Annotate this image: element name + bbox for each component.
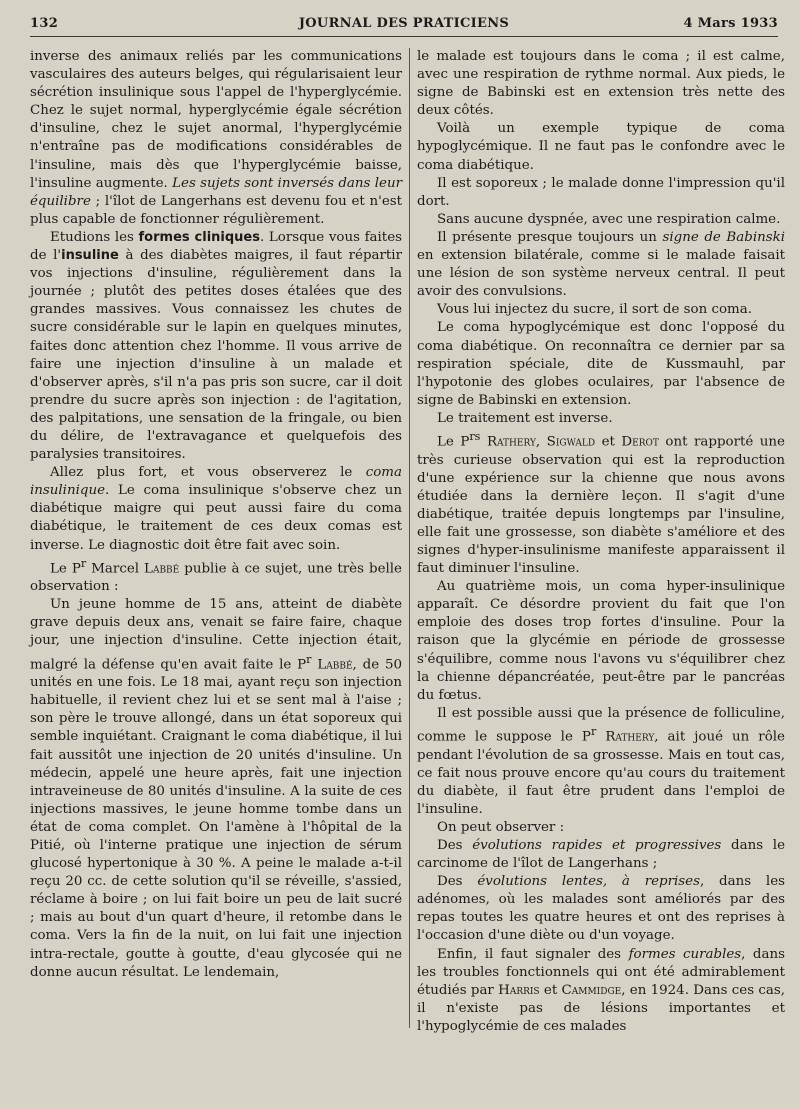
paragraph: Il est possible aussi que la présence de folliculine, comme le suppose le $P^r$ Rathery, ait joué un rôle pendant l'évolution de sa grossesse. Mais en tout cas, ce fait nous prouve encore qu'au cours du traitement du diabète, il faut être prudent dans l'emploi de l'insuline. — [417, 705, 785, 817]
paragraph: Allez plus fort, et vous observerez le coma insulinique. Le coma insulinique s'observe chez un diabétique maigre qui peut aussi faire du coma diabétique, le traitement de ces deux comas est inverse. Le diagnostic doit être fait avec soin. — [30, 465, 402, 553]
paragraph: Sans aucune dyspnée, avec une respiration calme. — [437, 211, 781, 227]
left-column — [30, 48, 402, 1109]
paragraph: Le traitement est inverse. — [437, 410, 613, 426]
paragraph: Vous lui injectez du sucre, il sort de son coma. — [437, 302, 752, 318]
paragraph: Des évolutions rapides et progressives dans le carcinome de l'îlot de Langerhans ; — [417, 837, 785, 872]
paragraph: Un jeune homme de 15 ans, atteint de diabète grave depuis deux ans, venait se faire faire, chaque jour, une injection d'insuline. Cette injection était, malgré la défense qu'en avait faite le $P^r$ Labbé, de 50 unités en une fois. Le 18 mai, ayant reçu son injection habituelle, il revient chez lui et se sent mal à l'aise ; son père le trouve allongé, dans un état soporeux qui semble inquiétant. Craignant le coma diabétique, il lui fait aussitôt une injection de 20 unités d'insuline. Un médecin, appelé une heure après, fait une injection intraveineuse de 80 unités d'insuline. A la suite de ces injections massives, le jeune homme tombe dans un état de coma complet. On l'amène à l'hôpital de la Pitié, où l'interne pratique une injection de sérum glucosé hypertonique à 30 %. A peine le malade a-t-il reçu 20 cc. de cette solution qu'il se réveille, s'assied, réclame à boire ; on lui fait boire un peu de lait sucré ; mais au bout d'un quart d'heure, il retombe dans le coma. Vers la fin de la nuit, on lui fait une injection intra-rectale, goutte à goutte, d'eau glycosée qui ne donne aucun résultat. Le lendemain, — [30, 597, 402, 980]
running-header — [30, 14, 778, 37]
paragraph: Il présente presque toujours un signe de Babinski en extension bilatérale, comme si le malade faisait une lésion de son système nerveux central. Il peut avoir des convulsions. — [417, 229, 785, 300]
paragraph: On peut observer : — [437, 819, 565, 835]
page-number: 132 — [30, 16, 59, 31]
paragraph: Au quatrième mois, un coma hyper-insulinique apparaît. Ce désordre provient du fait que l'on emploie des doses trop fortes d'insuline. Pour la raison que la glycémie en période de grossesse s'équilibre, comme nous l'avons vu s'équilibrer chez la chienne dépancréatée, peut-être par le pancréas du fœtus. — [417, 579, 785, 703]
paragraph: Voilà un exemple typique de coma hypoglycémique. Il ne faut pas le confondre avec le coma diabétique. — [417, 121, 785, 173]
right-column — [417, 48, 785, 1109]
paragraph: Il est soporeux ; le malade donne l'impression qu'il dort. — [417, 175, 785, 209]
column-divider — [409, 48, 410, 1028]
paragraph: le malade est toujours dans le coma ; il est calme, avec une respiration de rythme normal. Aux pieds, le signe de Babinski est en extension très nette des deux côtés. — [417, 49, 785, 119]
paragraph: Le $P^r$ Marcel Labbé publie à ce sujet, une très belle observation : — [30, 556, 402, 595]
journal-title: JOURNAL DES PRATICIENS — [298, 16, 510, 31]
paragraph: Des évolutions lentes, à reprises, dans les adénomes, où les malades sont améliorés par des repas toutes les quatre heures et ont des reprises à l'occasion d'une diète ou d'un voyage. — [417, 874, 785, 944]
paragraph: Etudions les formes cliniques. Lorsque vous faites de l'insuline à des diabètes maigres, il faut répartir vos injections d'insuline, régulièrement dans la journée ; plutôt des petites doses étalées que des grandes massives. Vous connaissez les chutes de sucre considérable sur le lapin en quelques minutes, faites donc attention chez l'homme. Il vous arrive de faire une injection d'insuline à un malade et d'observer après, s'il n'a pas pris son sucre, car il doit prendre du sucre après son injection : de l'agitation, des palpitations, une sensation de la fringale, ou bien du délire, de l'extravagance et quelquefois des paralysies transitoires. — [30, 229, 402, 463]
paragraph: Enfin, il faut signaler des formes curables, dans les troubles fonctionnels qui ont été admirablement étudiés par Harris et Cammidge, en 1924. Dans ces cas, il n'existe pas de lésions importantes et l'hypoglycémie de ces malades — [417, 946, 785, 1034]
paragraph: inverse des animaux reliés par les communications vasculaires des auteurs belges, qui régularisaient leur sécrétion insulinique sous l'appel de l'hyperglycémie. Chez le sujet normal, hyperglycémie égale sécrétion d'insuline, chez le sujet anormal, l'hyperglycémie n'entraîne pas de modifications considérables de l'insuline, mais dès que l'hyperglycémie baisse, l'insuline augmente. Les sujets sont inversés dans leur équilibre ; l'îlot de Langerhans est devenu fou et n'est plus capable de fonctionner régulièrement. — [30, 49, 402, 227]
paragraph: Le $P^{rs}$ Rathery, Sigwald et Derot ont rapporté une très curieuse observation qui est la reproduction d'une expérience sur la chienne que nous avons étudiée dans la dernière leçon. Il s'agit d'une diabétique, traitée depuis longtemps par l'insuline, elle fait une grossesse, son diabète s'améliore et des signes d'hyper-insulinisme manifeste apparaissent il faut diminuer l'insuline. — [417, 429, 785, 577]
issue-date: 4 Mars 1933 — [683, 16, 778, 31]
paragraph: Le coma hypoglycémique est donc l'opposé du coma diabétique. On reconnaîtra ce dernier par sa respiration spéciale, dite de Kussmauhl, par l'hypotonie des globes oculaires, par l'absence de signe de Babinski en extension. — [417, 320, 785, 408]
